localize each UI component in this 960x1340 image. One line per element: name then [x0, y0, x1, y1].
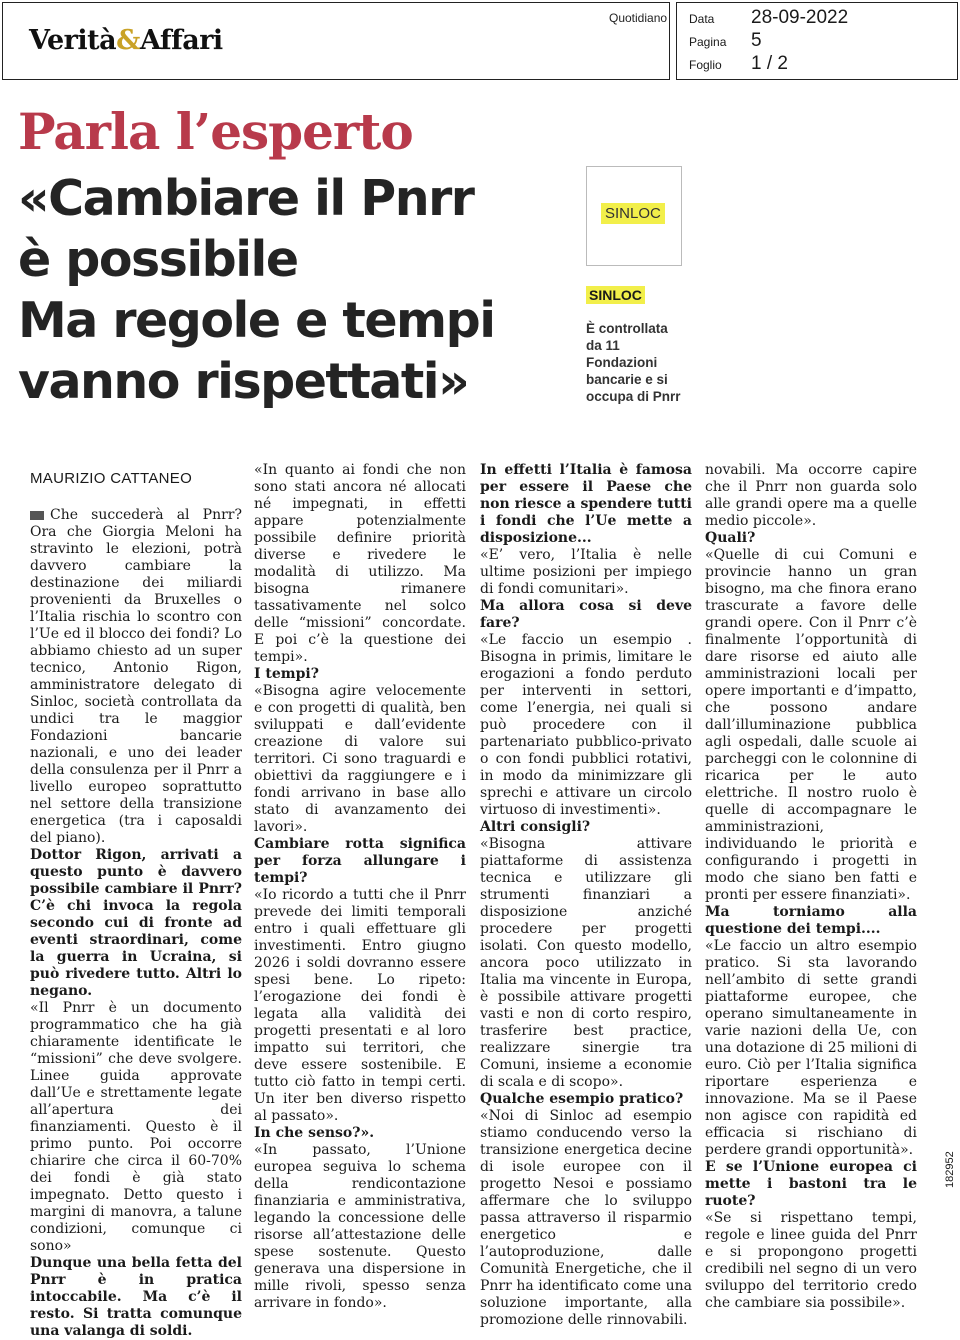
interview-question: Dottor Rigon, arrivati a questo punto è davvero possibile cambiare il Pnrr? C’è chi invoca la regola secondo cui di fronte ad eventi straordinari, come la guerra in Ucraina, si può rivedere tutto. Altri lo negano. [30, 847, 242, 999]
article-headline [18, 168, 578, 412]
article-paragraph: «Quelle di cui Comuni e provincie hanno un gran bisogno, ma che finora erano trascurate a favore delle grandi opere. Con il Pnrr c’è finalmente l’opportunità di dare risorse ed aiuto alle amministrazioni locali per opere importanti e d’impatto, che possono andare dall’illuminazione pubblica agli ospedali, dalle scuole ai parcheggi con le colonnine di ricarica per le auto elettriche. Il nostro ruolo è quelle di accompagnare le amministrazioni, individuando le priorità e configurando i progetti in modo che siano ben fatti e pronti per essere finanziati». [705, 547, 917, 903]
meta-page: Pagina 5 [689, 30, 762, 51]
sidebar-title: SINLOC [586, 286, 645, 304]
article-paragraph: «Le faccio un esempio . Bisogna in primis, limitare le erogazioni a fondo perduto per interventi in settori, come l’energia, nei quali si può procedere con il partenariato pubblico-privato o con fondi pubblici rotativi, in modo da minimizzare gli sprechi e attivare un circolo virtuoso di investimenti». [480, 632, 692, 818]
interview-question: Quali? [705, 530, 756, 546]
article-paragraph: «Bisogna attivare piattaforme di assistenza tecnica e utilizzare gli strumenti finanziari a disposizione anziché procedere per progetti isolati. Con questo modello, ancora poco utilizzato in Italia ma vincente in Europa, è possibile attivare progetti vasti e non di corto respiro, trasferire best practice, realizzare sinergie tra Comuni, insieme a economie di scala e di scopo». [480, 836, 692, 1090]
article-paragraph: «Il Pnrr è un documento programmatico che ha già chiaramente identificate le “missioni” che deve svolgere. Linee guida approvate dall’Ue e strettamente legate all’apertura dei finanziamenti. Questo è il primo punto. Poi occorre chiarire che circa il 60-70% dei fondi è già stato impegnato. Detto questo i margini di manovra, a talune condizioni, comunque ci sono» [30, 1000, 242, 1254]
headline-line: Ma regole e tempi [18, 292, 495, 349]
article-paragraph: «Noi di Sinloc ad esempio stiamo conducendo verso la transizione energetica decine di isole europee con il progetto Nesoi e possiamo affermare che lo sviluppo passa attraverso il risparmio energetico e l’autoproduzione, dalle Comunità Energetiche, che il Pnrr ha identificato come una soluzione importante, alla promozione delle rinnovabili. [480, 1108, 692, 1328]
article-paragraph: «In quanto ai fondi che non sono stati ancora né allocati né impegnati, in effetti appare potenzialmente possibile definire priorità diverse e rivedere le modalità di utilizzo. Ma bisogna rimanere tassativamente nel solco delle “missioni” concordate. E poi c’è la questione dei tempi». [254, 462, 466, 665]
headline-line: vanno rispettati» [18, 353, 469, 410]
article-column-3 [480, 462, 692, 1328]
article-paragraph: Che succederà al Pnrr? Ora che Giorgia Meloni ha stravinto le elezioni, potrà davvero cambiare la destinazione dei miliardi provenienti da Bruxelles o l’Italia rischia lo scontro con l’Ue ed il blocco dei fondi? Lo abbiamo chiesto ad un super tecnico, Antonio Rigon, amministratore delegato di Sinloc, società controllata da undici tra le maggior Fondazioni bancarie nazionali, e uno dei leader della consulenza per il Pnrr a livello europeo soprattutto nel settore della transizione energetica (tra i caposaldi del piano). [30, 507, 242, 846]
article-paragraph: «Bisogna agire velocemente e con progetti di qualità, ben sviluppati e dall’evidente creazione di valore sui territori. Ci sono traguardi e obiettivi da raggiungere e i fondi arrivano in base allo stato di avanzamento dei lavori». [254, 683, 466, 835]
page-header [0, 0, 960, 84]
interview-question: In effetti l’Italia è famosa per essere il Paese che non riesce a spendere tutti i fondi che l’Ue mette a disposizione... [480, 462, 692, 546]
interview-question: Altri consigli? [480, 819, 591, 835]
column-body [30, 507, 242, 1340]
article-paragraph: «Le faccio un altro esempio pratico. Si sta lavorando nell’ambito di sette grandi piattaforme europee, che operano simultaneamente in varie nazioni della Ue, con una dotazione di 25 milioni di euro. Ciò per l’Italia significa riportare esperienza e innovazione. Ma se il Paese non agisce con rapidità ed efficacia si rischiano di perdere grandi opportunità». [705, 938, 917, 1158]
meta-box [676, 2, 958, 80]
article-paragraph: «Io ricordo a tutti che il Pnrr prevede dei limiti temporali entro i quali effettuare gli investimenti. Entro giugno 2026 i soldi dovranno essere spesi bene. Lo ripeto: l’erogazione dei fondi è legata alla validità dei progetti presentati e al loro impatto sui territori, che deve essere sostenibile. E tutto ciò fatto in tempi certi. Un iter ben diverso rispetto al passato». [254, 887, 466, 1124]
paragraph-marker-icon [30, 511, 44, 520]
meta-date: Data 28-09-2022 [689, 7, 849, 28]
frequency-label: Quotidiano [609, 11, 668, 25]
article-paragraph: «Se si rispettano tempi, regole e linee guida del Pnrr e si propongono progetti credibili nel segno di un vero sviluppo del territorio credo che cambiare sia possibile». [705, 1210, 917, 1311]
article-column-1 [30, 462, 242, 1339]
interview-question: Cambiare rotta significa per forza allungare i tempi? [254, 836, 466, 886]
sidebar-text: È controllata da 11 Fondazioni bancarie e si occupa di Pnrr [586, 321, 681, 404]
article-paragraph: novabili. Ma occorre capire che il Pnrr non guarda solo alle grandi opere ma a quelle medio piccole». [705, 462, 917, 529]
interview-question: Ma allora cosa si deve fare? [480, 598, 692, 631]
publication-logo: Verità&Affari [29, 25, 223, 56]
interview-question: Qualche esempio pratico? [480, 1091, 684, 1107]
article-column-4 [705, 462, 917, 1311]
article-kicker: Parla l’esperto [18, 102, 413, 161]
headline-line: è possibile [18, 231, 298, 288]
headline-line: «Cambiare il Pnrr [18, 170, 474, 227]
article-paragraph: «In passato, l’Unione europea seguiva lo schema della rendicontazione finanziaria e amministrativa, legando la concessione delle risorse all’attestazione delle spese sostenute. Questo generava una dispersione in mille rivoli, spesso senza arrivare in fondo». [254, 1142, 466, 1311]
byline: MAURIZIO CATTANEO [30, 470, 193, 487]
interview-question: In che senso?». [254, 1125, 375, 1141]
article-paragraph: «E’ vero, l’Italia è nelle ultime posizioni per impiego di fondi comunitari». [480, 547, 692, 597]
meta-sheet: Foglio 1 / 2 [689, 53, 788, 74]
interview-question: Ma torniamo alla questione dei tempi.... [705, 904, 917, 937]
interview-question: E se l’Unione europea ci mette i bastoni tra le ruote? [705, 1159, 917, 1209]
interview-question: I tempi? [254, 666, 319, 682]
publication-box [2, 2, 670, 80]
interview-question: Dunque una bella fetta del Pnrr è in pratica intoccabile. Ma c’è il resto. Si tratta comunque una valanga di soldi. [30, 1255, 242, 1339]
company-logo: SINLOC [601, 203, 665, 224]
page-code: 182952 [944, 1151, 956, 1188]
article-column-2 [254, 462, 466, 1311]
company-logo-box [586, 166, 682, 266]
